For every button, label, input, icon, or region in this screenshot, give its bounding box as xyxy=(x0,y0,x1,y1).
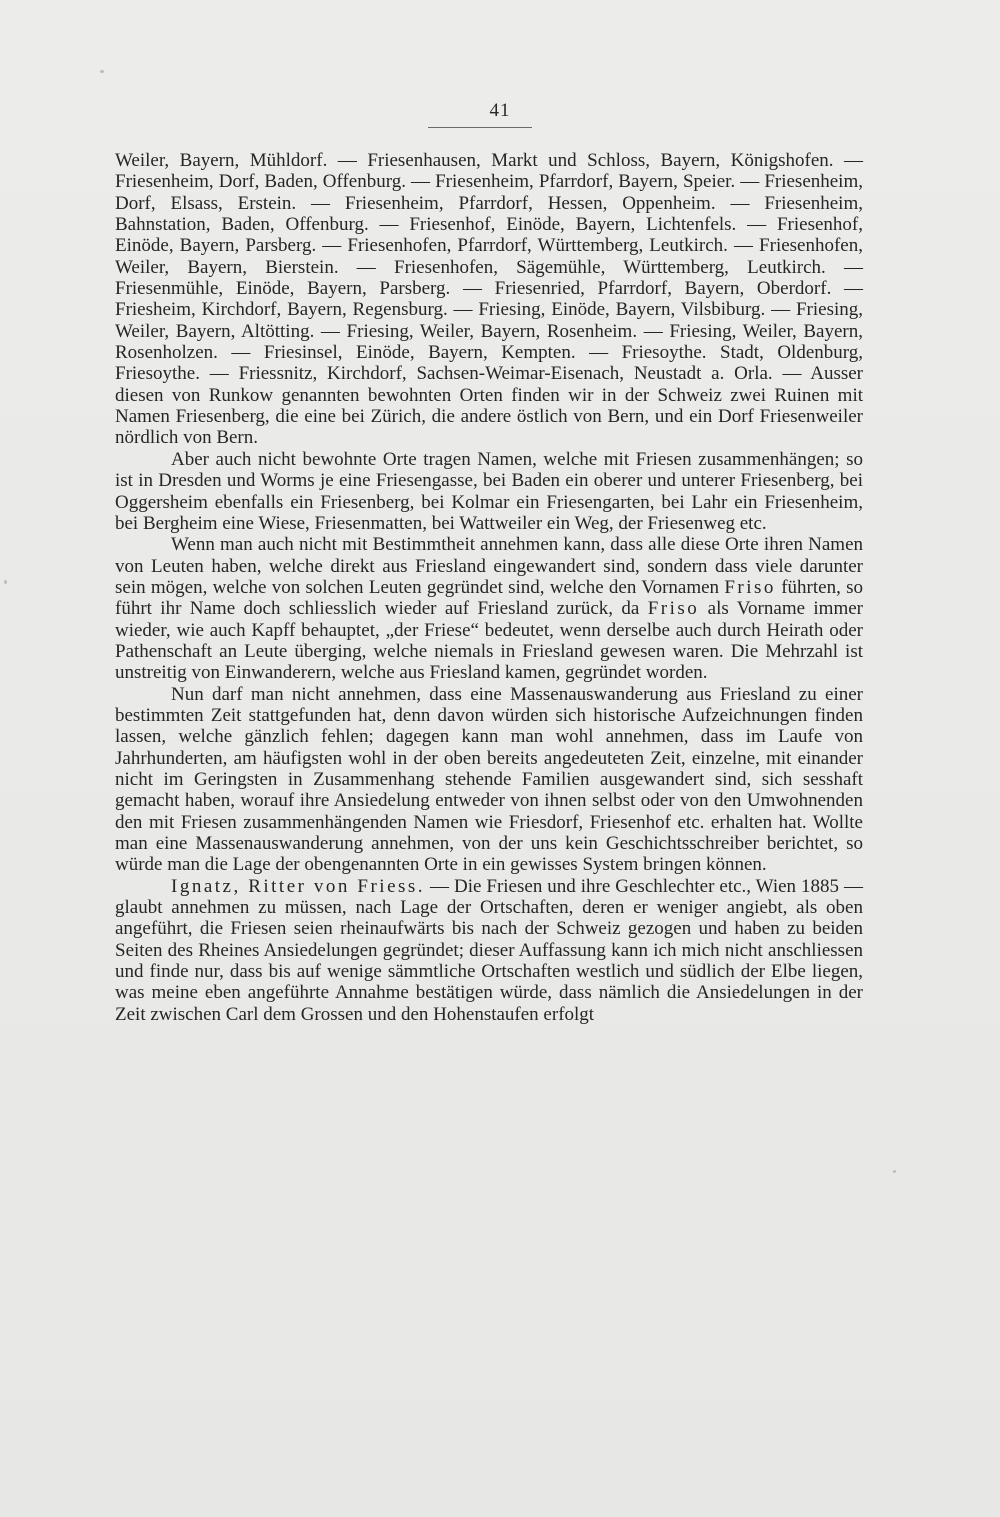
text-segment: führten, so führt ihr Name doch schliesslich wieder auf Friesland zurück, da xyxy=(115,576,864,620)
paragraph-unbewohnte-orte: Aber auch nicht bewohnte Orte tragen Namen, welche mit Friesen zusammenhängen; so ist in Dresden und Worms je eine Friesengasse, bei Baden ein oberer und unterer Friesenberg, bei Oggersheim ebenfalls ein Friesenberg, bei Kolmar ein Friesengarten, bei Lahr ein Friesenheim, bei Bergheim eine Wiese, Friesenmatten, bei Wattweiler ein Weg, der Friesenweg etc. xyxy=(115,448,863,534)
paper-speck xyxy=(893,1170,896,1173)
spaced-author-name: Ignatz, Ritter von Friess. xyxy=(171,875,426,897)
body-text xyxy=(115,150,863,1025)
page-number: 41 xyxy=(489,100,511,121)
page-number-rule xyxy=(428,127,532,128)
paper-speck xyxy=(4,580,7,584)
text-segment: — Die Friesen und ihre Geschlechter etc., Wien 1885 — glaubt annehmen zu müssen, nach Lage der Ortschaften, deren er weniger angiebt, als oben angeführt, die Friesen seien rheinaufwärts bis nach der Schweiz gezogen und haben zu beiden Seiten des Rheines Ansiedelungen gegründet; dieser Auffassung kann ich mich nicht anschliessen und finde nur, dass bis auf wenige sämmtliche Ortschaften westlich und südlich der Elbe liegen, was meine eben angeführte Annahme bestätigen würde, dass nämlich die Ansiedelungen in der Zeit zwischen Carl dem Grossen und den Hohenstaufen erfolgt xyxy=(115,875,863,1025)
paragraph-vorname-friso xyxy=(115,534,863,683)
paragraph-place-list: Weiler, Bayern, Mühldorf. — Friesenhausen, Markt und Schloss, Bayern, Königshofen. — Friesenheim, Dorf, Baden, Offenburg. — Friesenheim, Pfarrdorf, Bayern, Speier. — Friesenheim, Dorf, Elsass, Erstein. — Friesenheim, Pfarrdorf, Hessen, Oppenheim. — Friesenheim, Bahnstation, Baden, Offenburg. — Friesenhof, Einöde, Bayern, Lichtenfels. — Friesenhof, Einöde, Bayern, Parsberg. — Friesenhofen, Pfarrdorf, Württemberg, Leutkirch. — Friesenhofen, Weiler, Bayern, Bierstein. — Friesenhofen, Sägemühle, Württemberg, Leutkirch. — Friesenmühle, Einöde, Bayern, Parsberg. — Friesenried, Pfarrdorf, Bayern, Oberdorf. — Friesheim, Kirchdorf, Bayern, Regensburg. — Friesing, Einöde, Bayern, Vilsbiburg. — Friesing, Weiler, Bayern, Altötting. — Friesing, Weiler, Bayern, Rosenheim. — Friesing, Weiler, Bayern, Rosenholzen. — Friesinsel, Einöde, Bayern, Kempten. — Friesoythe. Stadt, Oldenburg, Friesoythe. — Friessnitz, Kirchdorf, Sachsen-Weimar-Eisenach, Neustadt a. Orla. — Ausser diesen von Runkow genannten bewohnten Orten finden wir in der Schweiz zwei Ruinen mit Namen Friesenberg, die eine bei Zürich, die andere östlich von Bern, und ein Dorf Friesenweiler nördlich von Bern. xyxy=(115,150,863,449)
paragraph-ritter-von-friess xyxy=(115,876,863,1025)
spaced-name-friso: Friso xyxy=(724,576,776,598)
text-segment: als Vorname immer wieder, wie auch Kapff behauptet, „der Friese“ bedeutet, wenn derselbe auch durch Heirath oder Pathenschaft an Leute überging, welche niemals in Friesland gewesen waren. Die Mehrzahl ist unstreitig von Einwanderern, welche aus Friesland kamen, gegründet worden. xyxy=(115,598,863,684)
spaced-name-friso: Friso xyxy=(647,598,700,620)
paper-speck xyxy=(100,70,104,73)
paragraph-massenauswanderung: Nun darf man nicht annehmen, dass eine Massenauswanderung aus Friesland zu einer bestimmten Zeit stattgefunden hat, denn davon würden sich historische Aufzeichnungen finden lassen, welche gänzlich fehlen; dagegen kann man wohl annehmen, dass im Laufe von Jahrhunderten, am häufigsten wohl in der oben bereits angedeuteten Zeit, einzelne, mit einander nicht im Geringsten in Zusammenhang stehende Familien ausgewandert sind, sich sesshaft gemacht haben, worauf ihre Ansiedelung entweder von ihnen selbst oder von den Umwohnenden den mit Friesen zusammenhängenden Namen wie Friesdorf, Friesenhof etc. erhalten hat. Wollte man eine Massenauswanderung annehmen, von der uns kein Geschichtsschreiber berichtet, so würde man die Lage der obengenannten Orte in ein gewisses System bringen können. xyxy=(115,683,863,876)
text-segment: Wenn man auch nicht mit Bestimmtheit annehmen kann, dass alle diese Orte ihren Namen von Leuten haben, welche direkt aus Friesland eingewandert sind, sondern dass viele darunter sein mögen, welche von solchen Leuten gegründet sind, welche den Vornamen xyxy=(115,534,863,598)
